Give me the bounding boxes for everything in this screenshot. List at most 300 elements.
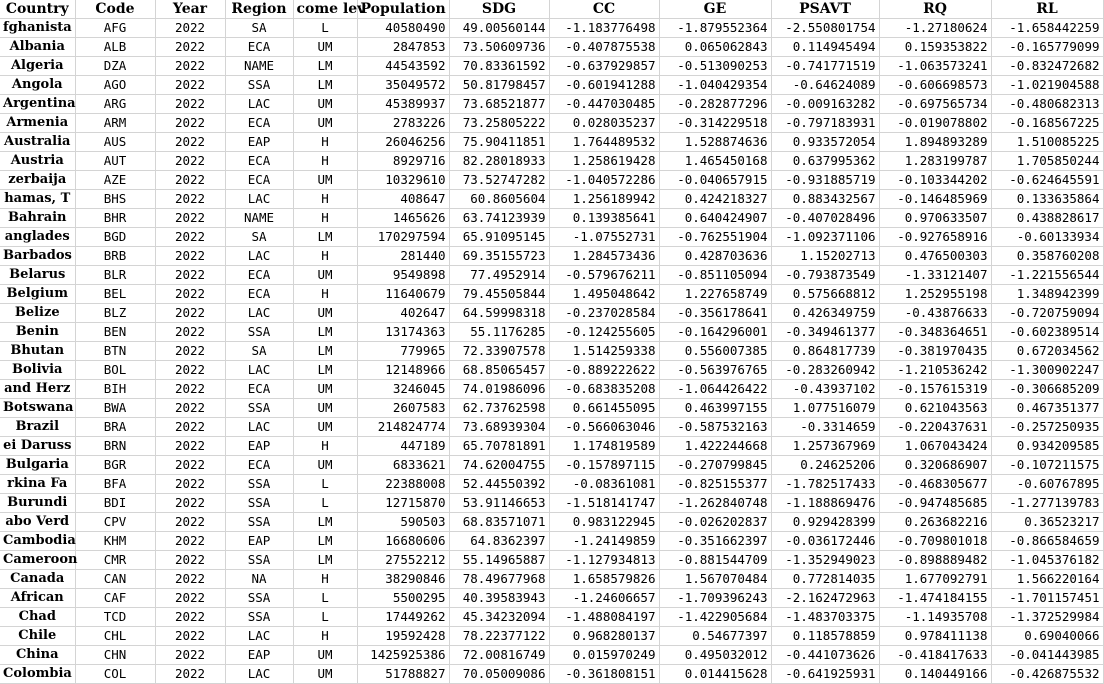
cell-population[interactable]: 214824774 bbox=[357, 418, 449, 437]
cell-ge[interactable]: -0.587532163 bbox=[659, 418, 771, 437]
cell-year[interactable]: 2022 bbox=[155, 399, 225, 418]
cell-country[interactable]: Albania bbox=[0, 38, 75, 57]
cell-year[interactable]: 2022 bbox=[155, 437, 225, 456]
cell-population[interactable]: 10329610 bbox=[357, 171, 449, 190]
cell-income-level[interactable]: L bbox=[293, 608, 357, 627]
cell-year[interactable]: 2022 bbox=[155, 190, 225, 209]
cell-population[interactable]: 3246045 bbox=[357, 380, 449, 399]
cell-population[interactable]: 2607583 bbox=[357, 399, 449, 418]
cell-region[interactable]: ECA bbox=[225, 171, 293, 190]
cell-year[interactable]: 2022 bbox=[155, 266, 225, 285]
cell-ge[interactable]: -0.314229518 bbox=[659, 114, 771, 133]
cell-country[interactable]: Benin bbox=[0, 323, 75, 342]
cell-region[interactable]: SA bbox=[225, 228, 293, 247]
cell-ge[interactable]: 0.495032012 bbox=[659, 646, 771, 665]
cell-year[interactable]: 2022 bbox=[155, 456, 225, 475]
cell-sdg[interactable]: 65.91095145 bbox=[449, 228, 549, 247]
cell-rl[interactable]: -0.866584659 bbox=[991, 532, 1103, 551]
cell-country[interactable]: Australia bbox=[0, 133, 75, 152]
cell-population[interactable]: 51788827 bbox=[357, 665, 449, 684]
cell-sdg[interactable]: 68.83571071 bbox=[449, 513, 549, 532]
cell-population[interactable]: 19592428 bbox=[357, 627, 449, 646]
cell-code[interactable]: BLR bbox=[75, 266, 155, 285]
cell-year[interactable]: 2022 bbox=[155, 76, 225, 95]
cell-code[interactable]: BGR bbox=[75, 456, 155, 475]
cell-code[interactable]: CPV bbox=[75, 513, 155, 532]
cell-region[interactable]: NAME bbox=[225, 209, 293, 228]
cell-psavt[interactable]: -1.188869476 bbox=[771, 494, 879, 513]
cell-country[interactable]: Burundi bbox=[0, 494, 75, 513]
cell-ge[interactable]: -0.851105094 bbox=[659, 266, 771, 285]
cell-population[interactable]: 1425925386 bbox=[357, 646, 449, 665]
cell-country[interactable]: Belgium bbox=[0, 285, 75, 304]
cell-cc[interactable]: 0.139385641 bbox=[549, 209, 659, 228]
header-cell-country[interactable]: Country bbox=[0, 0, 75, 19]
cell-rl[interactable]: 1.705850244 bbox=[991, 152, 1103, 171]
cell-code[interactable]: BDI bbox=[75, 494, 155, 513]
cell-sdg[interactable]: 52.44550392 bbox=[449, 475, 549, 494]
cell-ge[interactable]: -0.351662397 bbox=[659, 532, 771, 551]
cell-year[interactable]: 2022 bbox=[155, 209, 225, 228]
cell-sdg[interactable]: 55.14965887 bbox=[449, 551, 549, 570]
cell-rl[interactable]: 0.133635864 bbox=[991, 190, 1103, 209]
cell-year[interactable]: 2022 bbox=[155, 494, 225, 513]
cell-rq[interactable]: 1.067043424 bbox=[879, 437, 991, 456]
cell-income-level[interactable]: H bbox=[293, 209, 357, 228]
cell-region[interactable]: EAP bbox=[225, 133, 293, 152]
cell-rq[interactable]: -1.474184155 bbox=[879, 589, 991, 608]
cell-region[interactable]: LAC bbox=[225, 190, 293, 209]
cell-rq[interactable]: -0.146485969 bbox=[879, 190, 991, 209]
cell-psavt[interactable]: -0.741771519 bbox=[771, 57, 879, 76]
cell-sdg[interactable]: 40.39583943 bbox=[449, 589, 549, 608]
cell-region[interactable]: EAP bbox=[225, 646, 293, 665]
cell-sdg[interactable]: 64.59998318 bbox=[449, 304, 549, 323]
cell-rq[interactable]: 1.677092791 bbox=[879, 570, 991, 589]
cell-region[interactable]: ECA bbox=[225, 285, 293, 304]
cell-cc[interactable]: -0.889222622 bbox=[549, 361, 659, 380]
cell-region[interactable]: LAC bbox=[225, 418, 293, 437]
header-cell-rl[interactable]: RL bbox=[991, 0, 1103, 19]
cell-sdg[interactable]: 73.50609736 bbox=[449, 38, 549, 57]
cell-region[interactable]: LAC bbox=[225, 361, 293, 380]
cell-code[interactable]: BFA bbox=[75, 475, 155, 494]
cell-country[interactable]: Armenia bbox=[0, 114, 75, 133]
cell-rl[interactable]: -1.221556544 bbox=[991, 266, 1103, 285]
cell-population[interactable]: 9549898 bbox=[357, 266, 449, 285]
cell-country[interactable]: China bbox=[0, 646, 75, 665]
cell-psavt[interactable]: -2.550801754 bbox=[771, 19, 879, 38]
cell-code[interactable]: BOL bbox=[75, 361, 155, 380]
cell-code[interactable]: ALB bbox=[75, 38, 155, 57]
cell-income-level[interactable]: LM bbox=[293, 342, 357, 361]
cell-psavt[interactable]: 1.077516079 bbox=[771, 399, 879, 418]
cell-ge[interactable]: 0.065062843 bbox=[659, 38, 771, 57]
cell-cc[interactable]: -0.579676211 bbox=[549, 266, 659, 285]
cell-country[interactable]: abo Verd bbox=[0, 513, 75, 532]
cell-year[interactable]: 2022 bbox=[155, 570, 225, 589]
cell-sdg[interactable]: 45.34232094 bbox=[449, 608, 549, 627]
cell-cc[interactable]: -0.124255605 bbox=[549, 323, 659, 342]
cell-year[interactable]: 2022 bbox=[155, 152, 225, 171]
cell-cc[interactable]: -0.08361081 bbox=[549, 475, 659, 494]
header-cell-code[interactable]: Code bbox=[75, 0, 155, 19]
cell-population[interactable]: 12148966 bbox=[357, 361, 449, 380]
cell-income-level[interactable]: L bbox=[293, 494, 357, 513]
cell-psavt[interactable]: -2.162472963 bbox=[771, 589, 879, 608]
cell-country[interactable]: anglades bbox=[0, 228, 75, 247]
cell-code[interactable]: ARG bbox=[75, 95, 155, 114]
cell-population[interactable]: 2783226 bbox=[357, 114, 449, 133]
cell-psavt[interactable]: 0.24625206 bbox=[771, 456, 879, 475]
cell-sdg[interactable]: 49.00560144 bbox=[449, 19, 549, 38]
cell-rq[interactable]: -1.14935708 bbox=[879, 608, 991, 627]
cell-year[interactable]: 2022 bbox=[155, 532, 225, 551]
cell-year[interactable]: 2022 bbox=[155, 342, 225, 361]
cell-country[interactable]: Canada bbox=[0, 570, 75, 589]
cell-population[interactable]: 13174363 bbox=[357, 323, 449, 342]
cell-country[interactable]: Angola bbox=[0, 76, 75, 95]
header-cell-population[interactable]: Population bbox=[357, 0, 449, 19]
cell-country[interactable]: Austria bbox=[0, 152, 75, 171]
cell-psavt[interactable]: -0.3314659 bbox=[771, 418, 879, 437]
header-cell-year[interactable]: Year bbox=[155, 0, 225, 19]
cell-cc[interactable]: -0.637929857 bbox=[549, 57, 659, 76]
cell-ge[interactable]: -0.762551904 bbox=[659, 228, 771, 247]
cell-psavt[interactable]: -1.782517433 bbox=[771, 475, 879, 494]
cell-income-level[interactable]: H bbox=[293, 190, 357, 209]
cell-ge[interactable]: -1.064426422 bbox=[659, 380, 771, 399]
cell-rl[interactable]: 1.348942399 bbox=[991, 285, 1103, 304]
cell-year[interactable]: 2022 bbox=[155, 304, 225, 323]
cell-country[interactable]: Brazil bbox=[0, 418, 75, 437]
cell-rq[interactable]: -0.019078802 bbox=[879, 114, 991, 133]
cell-sdg[interactable]: 69.35155723 bbox=[449, 247, 549, 266]
cell-cc[interactable]: -1.518141747 bbox=[549, 494, 659, 513]
cell-region[interactable]: SSA bbox=[225, 399, 293, 418]
cell-sdg[interactable]: 73.68939304 bbox=[449, 418, 549, 437]
cell-income-level[interactable]: H bbox=[293, 570, 357, 589]
cell-region[interactable]: NA bbox=[225, 570, 293, 589]
cell-sdg[interactable]: 75.90411851 bbox=[449, 133, 549, 152]
cell-rq[interactable]: -0.898889482 bbox=[879, 551, 991, 570]
cell-psavt[interactable]: -0.283260942 bbox=[771, 361, 879, 380]
cell-sdg[interactable]: 53.91146653 bbox=[449, 494, 549, 513]
cell-region[interactable]: SSA bbox=[225, 475, 293, 494]
cell-rl[interactable]: -0.306685209 bbox=[991, 380, 1103, 399]
cell-ge[interactable]: 1.422244668 bbox=[659, 437, 771, 456]
cell-year[interactable]: 2022 bbox=[155, 627, 225, 646]
cell-psavt[interactable]: 0.933572054 bbox=[771, 133, 879, 152]
cell-country[interactable]: hamas, T bbox=[0, 190, 75, 209]
cell-code[interactable]: TCD bbox=[75, 608, 155, 627]
cell-rl[interactable]: -0.426875532 bbox=[991, 665, 1103, 684]
cell-cc[interactable]: 0.661455095 bbox=[549, 399, 659, 418]
cell-country[interactable]: and Herz bbox=[0, 380, 75, 399]
cell-region[interactable]: NAME bbox=[225, 57, 293, 76]
cell-year[interactable]: 2022 bbox=[155, 57, 225, 76]
cell-year[interactable]: 2022 bbox=[155, 171, 225, 190]
cell-code[interactable]: AZE bbox=[75, 171, 155, 190]
cell-code[interactable]: DZA bbox=[75, 57, 155, 76]
cell-region[interactable]: SSA bbox=[225, 589, 293, 608]
cell-income-level[interactable]: LM bbox=[293, 76, 357, 95]
cell-cc[interactable]: -1.24149859 bbox=[549, 532, 659, 551]
cell-ge[interactable]: 0.428703636 bbox=[659, 247, 771, 266]
cell-year[interactable]: 2022 bbox=[155, 228, 225, 247]
cell-country[interactable]: Bulgaria bbox=[0, 456, 75, 475]
cell-sdg[interactable]: 78.49677968 bbox=[449, 570, 549, 589]
cell-rq[interactable]: -0.157615319 bbox=[879, 380, 991, 399]
cell-region[interactable]: EAP bbox=[225, 532, 293, 551]
cell-code[interactable]: BLZ bbox=[75, 304, 155, 323]
cell-rl[interactable]: 0.934209585 bbox=[991, 437, 1103, 456]
cell-psavt[interactable]: -0.797183931 bbox=[771, 114, 879, 133]
cell-rq[interactable]: -1.27180624 bbox=[879, 19, 991, 38]
cell-rq[interactable]: 0.263682216 bbox=[879, 513, 991, 532]
cell-sdg[interactable]: 62.73762598 bbox=[449, 399, 549, 418]
cell-income-level[interactable]: UM bbox=[293, 266, 357, 285]
cell-code[interactable]: COL bbox=[75, 665, 155, 684]
cell-code[interactable]: KHM bbox=[75, 532, 155, 551]
cell-rq[interactable]: 0.970633507 bbox=[879, 209, 991, 228]
cell-country[interactable]: ei Daruss bbox=[0, 437, 75, 456]
cell-year[interactable]: 2022 bbox=[155, 133, 225, 152]
cell-rl[interactable]: -0.041443985 bbox=[991, 646, 1103, 665]
cell-region[interactable]: EAP bbox=[225, 437, 293, 456]
cell-ge[interactable]: 0.54677397 bbox=[659, 627, 771, 646]
cell-rq[interactable]: -1.063573241 bbox=[879, 57, 991, 76]
header-cell-cc[interactable]: CC bbox=[549, 0, 659, 19]
cell-code[interactable]: BRB bbox=[75, 247, 155, 266]
cell-rl[interactable]: -0.257250935 bbox=[991, 418, 1103, 437]
cell-rq[interactable]: -0.709801018 bbox=[879, 532, 991, 551]
header-cell-sdg[interactable]: SDG bbox=[449, 0, 549, 19]
cell-income-level[interactable]: H bbox=[293, 627, 357, 646]
cell-cc[interactable]: 1.174819589 bbox=[549, 437, 659, 456]
cell-cc[interactable]: -0.601941288 bbox=[549, 76, 659, 95]
cell-sdg[interactable]: 78.22377122 bbox=[449, 627, 549, 646]
cell-code[interactable]: AUS bbox=[75, 133, 155, 152]
cell-population[interactable]: 408647 bbox=[357, 190, 449, 209]
cell-country[interactable]: Cameroon bbox=[0, 551, 75, 570]
cell-cc[interactable]: 1.658579826 bbox=[549, 570, 659, 589]
cell-income-level[interactable]: UM bbox=[293, 399, 357, 418]
cell-cc[interactable]: -1.040572286 bbox=[549, 171, 659, 190]
cell-year[interactable]: 2022 bbox=[155, 665, 225, 684]
cell-psavt[interactable]: -1.483703375 bbox=[771, 608, 879, 627]
cell-sdg[interactable]: 55.1176285 bbox=[449, 323, 549, 342]
cell-ge[interactable]: 1.567070484 bbox=[659, 570, 771, 589]
cell-region[interactable]: SSA bbox=[225, 494, 293, 513]
header-cell-region[interactable]: Region bbox=[225, 0, 293, 19]
cell-income-level[interactable]: UM bbox=[293, 456, 357, 475]
cell-year[interactable]: 2022 bbox=[155, 361, 225, 380]
cell-cc[interactable]: -0.407875538 bbox=[549, 38, 659, 57]
cell-country[interactable]: zerbaija bbox=[0, 171, 75, 190]
cell-rq[interactable]: 0.476500303 bbox=[879, 247, 991, 266]
cell-ge[interactable]: -0.356178641 bbox=[659, 304, 771, 323]
cell-income-level[interactable]: H bbox=[293, 152, 357, 171]
cell-ge[interactable]: -0.282877296 bbox=[659, 95, 771, 114]
cell-sdg[interactable]: 72.33907578 bbox=[449, 342, 549, 361]
cell-year[interactable]: 2022 bbox=[155, 589, 225, 608]
cell-rl[interactable]: -1.300902247 bbox=[991, 361, 1103, 380]
cell-rq[interactable]: -0.468305677 bbox=[879, 475, 991, 494]
cell-ge[interactable]: 0.640424907 bbox=[659, 209, 771, 228]
cell-sdg[interactable]: 74.62004755 bbox=[449, 456, 549, 475]
cell-year[interactable]: 2022 bbox=[155, 247, 225, 266]
cell-rq[interactable]: 0.159353822 bbox=[879, 38, 991, 57]
cell-code[interactable]: AFG bbox=[75, 19, 155, 38]
cell-income-level[interactable]: UM bbox=[293, 95, 357, 114]
cell-income-level[interactable]: L bbox=[293, 475, 357, 494]
cell-country[interactable]: Algeria bbox=[0, 57, 75, 76]
cell-population[interactable]: 22388008 bbox=[357, 475, 449, 494]
cell-rl[interactable]: -0.832472682 bbox=[991, 57, 1103, 76]
cell-code[interactable]: ARM bbox=[75, 114, 155, 133]
cell-income-level[interactable]: H bbox=[293, 285, 357, 304]
cell-sdg[interactable]: 79.45505844 bbox=[449, 285, 549, 304]
cell-income-level[interactable]: LM bbox=[293, 361, 357, 380]
cell-sdg[interactable]: 64.8362397 bbox=[449, 532, 549, 551]
cell-rl[interactable]: 0.438828617 bbox=[991, 209, 1103, 228]
cell-ge[interactable]: -0.040657915 bbox=[659, 171, 771, 190]
cell-ge[interactable]: 1.227658749 bbox=[659, 285, 771, 304]
cell-region[interactable]: SSA bbox=[225, 323, 293, 342]
cell-code[interactable]: BWA bbox=[75, 399, 155, 418]
cell-psavt[interactable]: -0.441073626 bbox=[771, 646, 879, 665]
cell-rq[interactable]: -1.33121407 bbox=[879, 266, 991, 285]
cell-year[interactable]: 2022 bbox=[155, 646, 225, 665]
cell-country[interactable]: Chile bbox=[0, 627, 75, 646]
cell-sdg[interactable]: 77.4952914 bbox=[449, 266, 549, 285]
cell-cc[interactable]: -0.566063046 bbox=[549, 418, 659, 437]
cell-region[interactable]: LAC bbox=[225, 95, 293, 114]
cell-sdg[interactable]: 73.52747282 bbox=[449, 171, 549, 190]
cell-rq[interactable]: -0.947485685 bbox=[879, 494, 991, 513]
cell-year[interactable]: 2022 bbox=[155, 95, 225, 114]
cell-year[interactable]: 2022 bbox=[155, 475, 225, 494]
cell-psavt[interactable]: -1.352949023 bbox=[771, 551, 879, 570]
cell-income-level[interactable]: H bbox=[293, 133, 357, 152]
cell-year[interactable]: 2022 bbox=[155, 19, 225, 38]
cell-psavt[interactable]: -0.931885719 bbox=[771, 171, 879, 190]
cell-code[interactable]: BHR bbox=[75, 209, 155, 228]
cell-region[interactable]: ECA bbox=[225, 456, 293, 475]
cell-region[interactable]: ECA bbox=[225, 114, 293, 133]
cell-rl[interactable]: 0.672034562 bbox=[991, 342, 1103, 361]
cell-rl[interactable]: 1.566220164 bbox=[991, 570, 1103, 589]
cell-rl[interactable]: -0.624645591 bbox=[991, 171, 1103, 190]
cell-psavt[interactable]: 0.929428399 bbox=[771, 513, 879, 532]
cell-region[interactable]: LAC bbox=[225, 665, 293, 684]
cell-psavt[interactable]: -0.349461377 bbox=[771, 323, 879, 342]
cell-income-level[interactable]: UM bbox=[293, 380, 357, 399]
cell-cc[interactable]: 0.015970249 bbox=[549, 646, 659, 665]
cell-rl[interactable]: -1.658442259 bbox=[991, 19, 1103, 38]
cell-sdg[interactable]: 70.83361592 bbox=[449, 57, 549, 76]
cell-rl[interactable]: -0.168567225 bbox=[991, 114, 1103, 133]
cell-rl[interactable]: 1.510085225 bbox=[991, 133, 1103, 152]
cell-ge[interactable]: -1.879552364 bbox=[659, 19, 771, 38]
cell-cc[interactable]: 1.256189942 bbox=[549, 190, 659, 209]
cell-rl[interactable]: 0.36523217 bbox=[991, 513, 1103, 532]
cell-population[interactable]: 447189 bbox=[357, 437, 449, 456]
cell-country[interactable]: Cambodia bbox=[0, 532, 75, 551]
cell-psavt[interactable]: 0.864817739 bbox=[771, 342, 879, 361]
cell-psavt[interactable]: -0.009163282 bbox=[771, 95, 879, 114]
cell-population[interactable]: 6833621 bbox=[357, 456, 449, 475]
cell-region[interactable]: SSA bbox=[225, 608, 293, 627]
cell-rq[interactable]: -0.927658916 bbox=[879, 228, 991, 247]
cell-income-level[interactable]: UM bbox=[293, 418, 357, 437]
cell-sdg[interactable]: 50.81798457 bbox=[449, 76, 549, 95]
cell-region[interactable]: LAC bbox=[225, 627, 293, 646]
cell-region[interactable]: ECA bbox=[225, 380, 293, 399]
cell-ge[interactable]: -0.164296001 bbox=[659, 323, 771, 342]
cell-year[interactable]: 2022 bbox=[155, 608, 225, 627]
cell-ge[interactable]: -1.709396243 bbox=[659, 589, 771, 608]
cell-psavt[interactable]: 1.15202713 bbox=[771, 247, 879, 266]
cell-rl[interactable]: 0.467351377 bbox=[991, 399, 1103, 418]
cell-region[interactable]: ECA bbox=[225, 266, 293, 285]
cell-code[interactable]: BRA bbox=[75, 418, 155, 437]
cell-year[interactable]: 2022 bbox=[155, 114, 225, 133]
cell-sdg[interactable]: 63.74123939 bbox=[449, 209, 549, 228]
cell-population[interactable]: 590503 bbox=[357, 513, 449, 532]
cell-country[interactable]: Belarus bbox=[0, 266, 75, 285]
cell-country[interactable]: Chad bbox=[0, 608, 75, 627]
cell-income-level[interactable]: H bbox=[293, 437, 357, 456]
cell-population[interactable]: 2847853 bbox=[357, 38, 449, 57]
cell-rl[interactable]: -0.60767895 bbox=[991, 475, 1103, 494]
cell-country[interactable]: Bolivia bbox=[0, 361, 75, 380]
cell-population[interactable]: 26046256 bbox=[357, 133, 449, 152]
cell-psavt[interactable]: 0.426349759 bbox=[771, 304, 879, 323]
cell-code[interactable]: CHN bbox=[75, 646, 155, 665]
cell-psavt[interactable]: 0.772814035 bbox=[771, 570, 879, 589]
cell-region[interactable]: ECA bbox=[225, 38, 293, 57]
cell-rq[interactable]: -0.418417633 bbox=[879, 646, 991, 665]
cell-year[interactable]: 2022 bbox=[155, 551, 225, 570]
cell-sdg[interactable]: 68.85065457 bbox=[449, 361, 549, 380]
cell-country[interactable]: Bahrain bbox=[0, 209, 75, 228]
cell-income-level[interactable]: L bbox=[293, 19, 357, 38]
cell-ge[interactable]: -0.563976765 bbox=[659, 361, 771, 380]
cell-rl[interactable]: -0.480682313 bbox=[991, 95, 1103, 114]
cell-region[interactable]: ECA bbox=[225, 152, 293, 171]
cell-country[interactable]: Belize bbox=[0, 304, 75, 323]
cell-country[interactable]: Argentina bbox=[0, 95, 75, 114]
cell-cc[interactable]: 0.983122945 bbox=[549, 513, 659, 532]
header-cell-ge[interactable]: GE bbox=[659, 0, 771, 19]
cell-rl[interactable]: -0.60133934 bbox=[991, 228, 1103, 247]
cell-population[interactable]: 5500295 bbox=[357, 589, 449, 608]
cell-region[interactable]: LAC bbox=[225, 247, 293, 266]
cell-cc[interactable]: -0.683835208 bbox=[549, 380, 659, 399]
cell-population[interactable]: 12715870 bbox=[357, 494, 449, 513]
cell-ge[interactable]: -0.513090253 bbox=[659, 57, 771, 76]
cell-rl[interactable]: -0.107211575 bbox=[991, 456, 1103, 475]
cell-cc[interactable]: 0.028035237 bbox=[549, 114, 659, 133]
cell-ge[interactable]: -0.825155377 bbox=[659, 475, 771, 494]
cell-psavt[interactable]: -0.641925931 bbox=[771, 665, 879, 684]
cell-population[interactable]: 17449262 bbox=[357, 608, 449, 627]
cell-rl[interactable]: -1.021904588 bbox=[991, 76, 1103, 95]
cell-cc[interactable]: -0.157897115 bbox=[549, 456, 659, 475]
cell-region[interactable]: SA bbox=[225, 19, 293, 38]
